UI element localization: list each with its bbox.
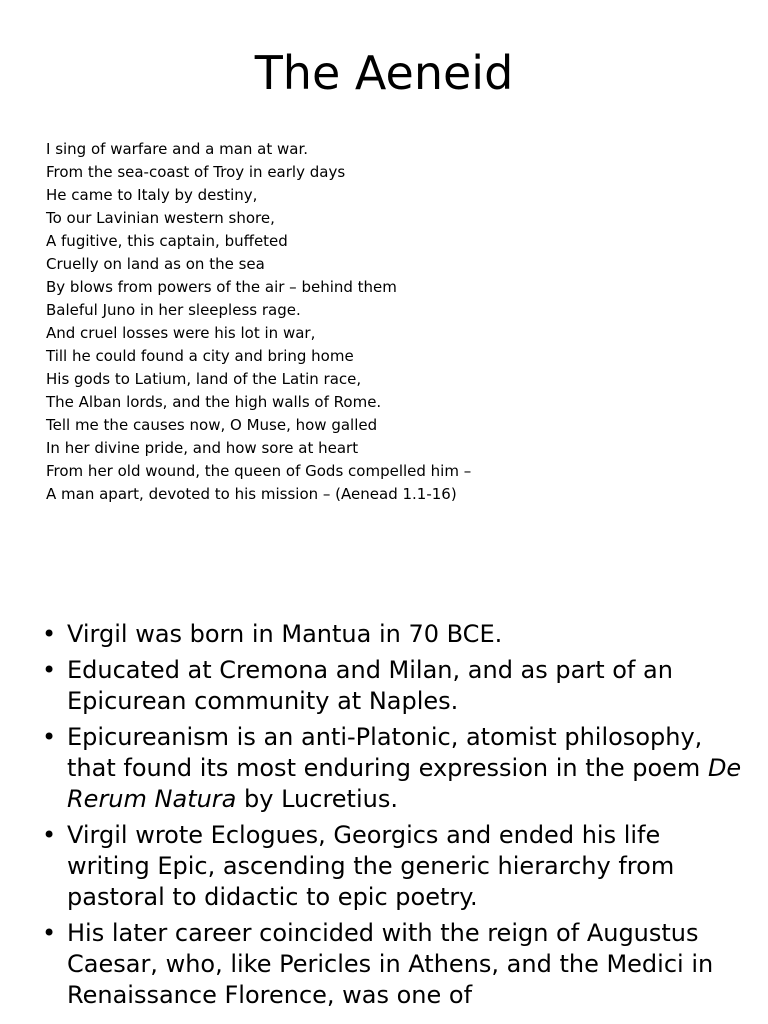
bullet-text: Educated at Cremona and Milan, and as part of an Epicurean community at Naples. — [67, 656, 673, 715]
poem-line: From her old wound, the queen of Gods compelled him – — [46, 462, 472, 480]
poem-line: From the sea-coast of Troy in early days — [46, 163, 346, 181]
poem-line: He came to Italy by destiny, — [46, 186, 258, 204]
slide-title: The Aeneid — [254, 46, 514, 100]
bullet-item-education — [42, 655, 742, 717]
bullet-text-before: Epicureanism is an anti-Platonic, atomist philosophy, that found its most enduring expression in the poem — [67, 723, 708, 782]
poem-line: Till he could found a city and bring home — [46, 347, 354, 365]
bullet-icon: • — [42, 656, 57, 684]
bullet-item-career — [42, 918, 742, 1011]
bullet-icon: • — [42, 919, 57, 947]
poem-excerpt — [46, 138, 746, 506]
bullet-text: Virgil wrote Eclogues, Georgics and ended his life writing Epic, ascending the generic hierarchy from pastoral to didactic to epic poetry. — [67, 821, 675, 911]
bullet-icon: • — [42, 723, 57, 751]
poem-line: His gods to Latium, land of the Latin race, — [46, 370, 362, 388]
bullet-item-works — [42, 820, 742, 913]
bullet-text: Virgil was born in Mantua in 70 BCE. — [67, 620, 503, 648]
poem-line: Cruelly on land as on the sea — [46, 255, 265, 273]
poem-line: A man apart, devoted to his mission – (Aenead 1.1-16) — [46, 485, 457, 503]
poem-line: To our Lavinian western shore, — [46, 209, 275, 227]
bullet-icon: • — [42, 620, 57, 648]
work-title: De Rerum Natura — [67, 754, 742, 813]
bullet-item-epicureanism — [42, 722, 742, 815]
poem-line: And cruel losses were his lot in war, — [46, 324, 316, 342]
poem-line: A fugitive, this captain, buffeted — [46, 232, 288, 250]
poem-line: By blows from powers of the air – behind them — [46, 278, 397, 296]
bullet-icon: • — [42, 821, 57, 849]
bullet-text: His later career coincided with the reign of Augustus Caesar, who, like Pericles in Athens, and the Medici in Renaissance Florence, was one of — [67, 919, 714, 1009]
poem-line: In her divine pride, and how sore at heart — [46, 439, 359, 457]
poem-line: Baleful Juno in her sleepless rage. — [46, 301, 301, 319]
bullet-text-after: by Lucretius. — [236, 785, 398, 813]
bullet-list — [42, 619, 742, 1016]
bullet-item-birth — [42, 619, 742, 650]
poem-line: I sing of warfare and a man at war. — [46, 140, 309, 158]
poem-line: The Alban lords, and the high walls of Rome. — [46, 393, 382, 411]
poem-line: Tell me the causes now, O Muse, how galled — [46, 416, 378, 434]
